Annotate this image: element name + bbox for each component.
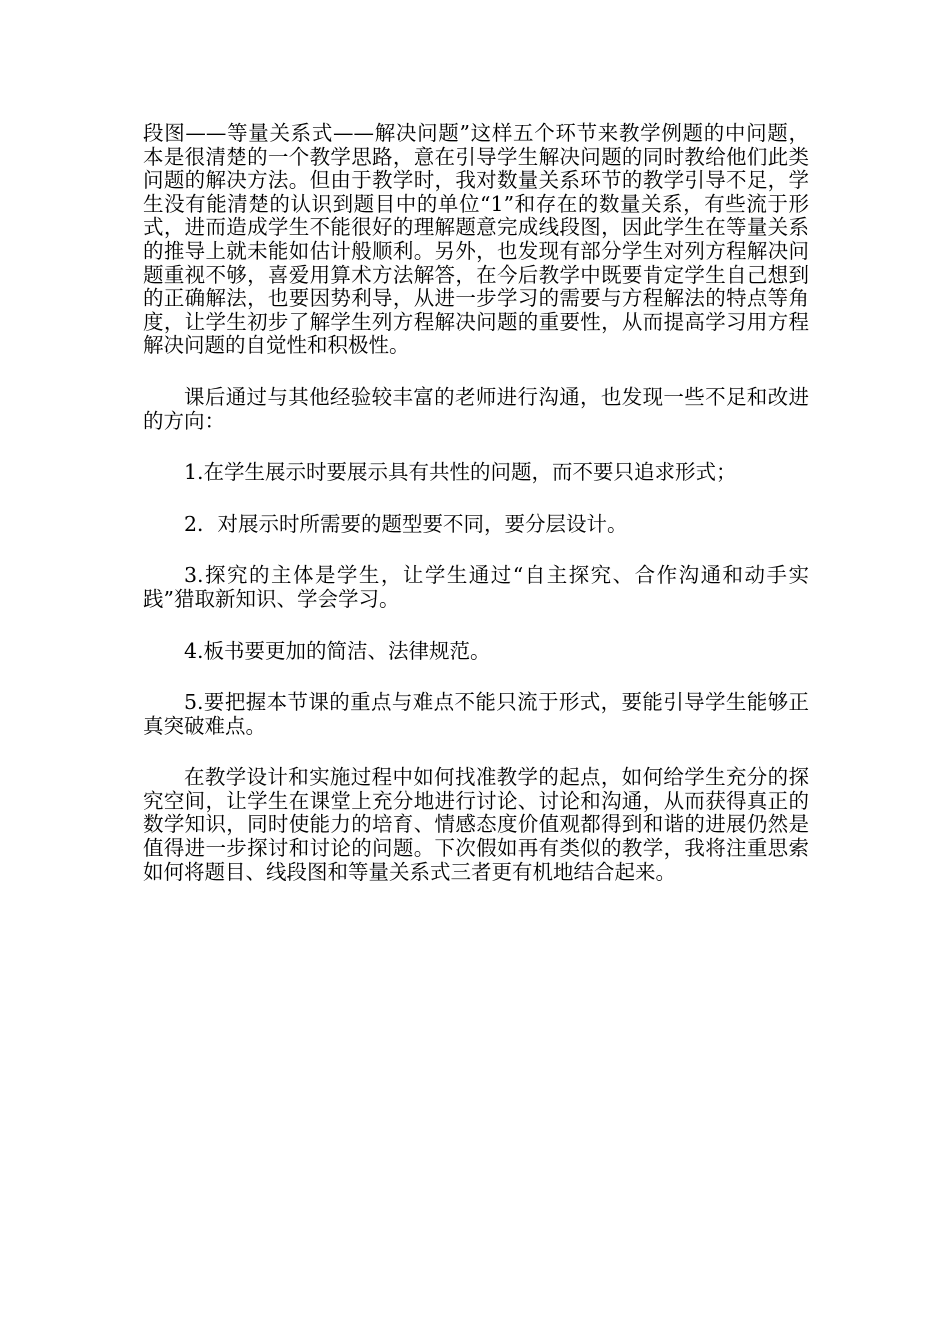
list-item-4: 4.板书要更加的简洁、法律规范。 [184, 638, 491, 663]
list-item-3: 3.探究的主体是学生，让学生通过“自主探究、合作沟通和动手实践”猎取新知识、学会学习。 [143, 563, 809, 611]
list-item-2: 2．对展示时所需要的题型要不同，要分层设计。 [184, 511, 628, 536]
list-item-5: 5.要把握本节课的重点与难点不能只流于形式，要能引导学生能够正真突破难点。 [143, 690, 809, 738]
paragraph-conclusion: 在教学设计和实施过程中如何找准教学的起点，如何给学生充分的探究空间，让学生在课堂上充分地进行讨论、讨论和沟通，从而获得真正的数学知识，同时使能力的培育、情感态度价值观都得到和谐的进展仍然是值得进一步探讨和讨论的问题。下次假如再有类似的教学，我将注重思索如何将题目、线段图和等量关系式三者更有机地结合起来。 [143, 765, 809, 884]
list-item-1: 1.在学生展示时要展示具有共性的问题，而不要只追求形式； [184, 460, 737, 485]
paragraph-improvement-intro: 课后通过与其他经验较丰富的老师进行沟通，也发现一些不足和改进的方向： [143, 384, 809, 433]
document-body [143, 122, 809, 912]
paragraph-continued-reflection: 段图——等量关系式——解决问题”这样五个环节来教学例题的中问题，本是很清楚的一个教学思路，意在引导学生解决问题的同时教给他们此类问题的解决方法。但由于教学时，我对数量关系环节的教学引导不足，学生没有能清楚的认识到题目中的单位“1”和存在的数量关系，有些流于形式，进而造成学生不能很好的理解题意完成线段图，因此学生在等量关系的推导上就未能如估计般顺利。另外，也发现有部分学生对列方程解决问题重视不够，喜爱用算术方法解答，在今后教学中既要肯定学生自己想到的正确解法，也要因势利导，从进一步学习的需要与方程解法的特点等角度，让学生初步了解学生列方程解决问题的重要性，从而提高学习用方程解决问题的自觉性和积极性。 [143, 121, 809, 358]
